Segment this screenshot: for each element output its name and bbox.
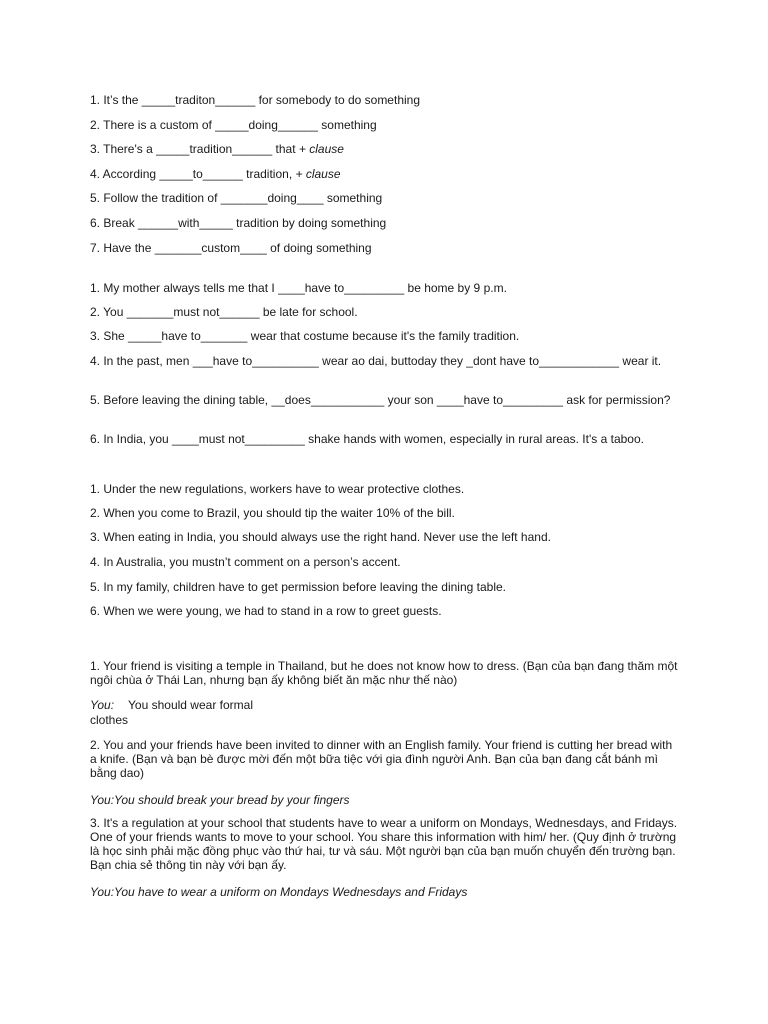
s2-line-1: 1. My mother always tells me that I ____have to_________ be home by 9 p.m. [90,281,507,295]
s2-line-2: 2. You _______must not______ be late for school. [90,305,358,319]
s1-line-7: 7. Have the _______custom____ of doing something [90,241,372,255]
s2-line-3: 3. She _____have to_______ wear that costume because it's the family tradition. [90,329,520,343]
s4-answer-2: You:You should break your bread by your fingers [90,793,350,807]
s2-line-6: 6. In India, you ____must not_________ shake hands with women, especially in rural areas. It's a taboo. [90,432,644,446]
s1-line-3 [90,142,680,156]
s4-answer-1 [90,698,680,712]
s4-answer-1-label: You: [90,698,115,712]
s1-line-3-clause: + clause [298,142,344,156]
s3-line-6: 6. When we were young, we had to stand in a row to greet guests. [90,604,442,618]
s4-answer-3: You:You have to wear a uniform on Mondays Wednesdays and Fridays [90,885,468,899]
s1-line-5: 5. Follow the tradition of _______doing____ something [90,191,383,205]
s1-line-4-text: 4. According _____to______ tradition, [90,167,296,181]
s4-question-1: 1. Your friend is visiting a temple in Thailand, but he does not know how to dress. (Bạn của bạn đang thăm một ngôi chùa ở Thái Lan, nhưng bạn ấy không biết ăn mặc như thế nào) [90,659,678,687]
s1-line-4 [90,167,680,181]
s4-question-3: 3. It's a regulation at your school that students have to wear a uniform on Mondays, Wednesdays, and Fridays. One of your friends wants to move to your school. You share this information with him/ her. (Quy định ở trường là học sinh phải mặc đồng phục vào thứ hai, tư và sáu. Một người bạn của bạn muốn chuyển đến trường bạn. Bạn chia sẻ thông tin này với bạn ấy. [90,816,678,872]
s2-line-5: 5. Before leaving the dining table, __does___________ your son ____have to_________ ask for permission? [90,393,671,407]
s1-line-6: 6. Break ______with_____ tradition by doing something [90,216,387,230]
s4-answer-1-cont: clothes [90,713,129,727]
s3-line-2: 2. When you come to Brazil, you should tip the waiter 10% of the bill. [90,506,455,520]
s1-line-1: 1. It’s the _____traditon______ for somebody to do something [90,93,421,107]
s4-answer-1-text: You should wear formal [128,698,253,712]
s4-question-2: 2. You and your friends have been invited to dinner with an English family. Your friend is cutting her bread with a knife. (Bạn và bạn bè được mời đến một bữa tiệc với gia đình người Anh. Bạn của bạn đang cắt bánh mì bằng dao) [90,738,673,780]
s1-line-3-text: 3. There's a _____tradition______ that [90,142,299,156]
s3-line-3: 3. When eating in India, you should always use the right hand. Never use the left hand. [90,530,551,544]
s3-line-5: 5. In my family, children have to get permission before leaving the dining table. [90,580,507,594]
s3-line-4: 4. In Australia, you mustn’t comment on a person’s accent. [90,555,401,569]
s1-line-4-clause: + clause [295,167,341,181]
s3-line-1: 1. Under the new regulations, workers have to wear protective clothes. [90,482,465,496]
s1-line-2: 2. There is a custom of _____doing______ something [90,118,377,132]
s2-line-4: 4. In the past, men ___have to__________ wear ao dai, buttoday they _dont have to____________ wear it. [90,354,662,368]
